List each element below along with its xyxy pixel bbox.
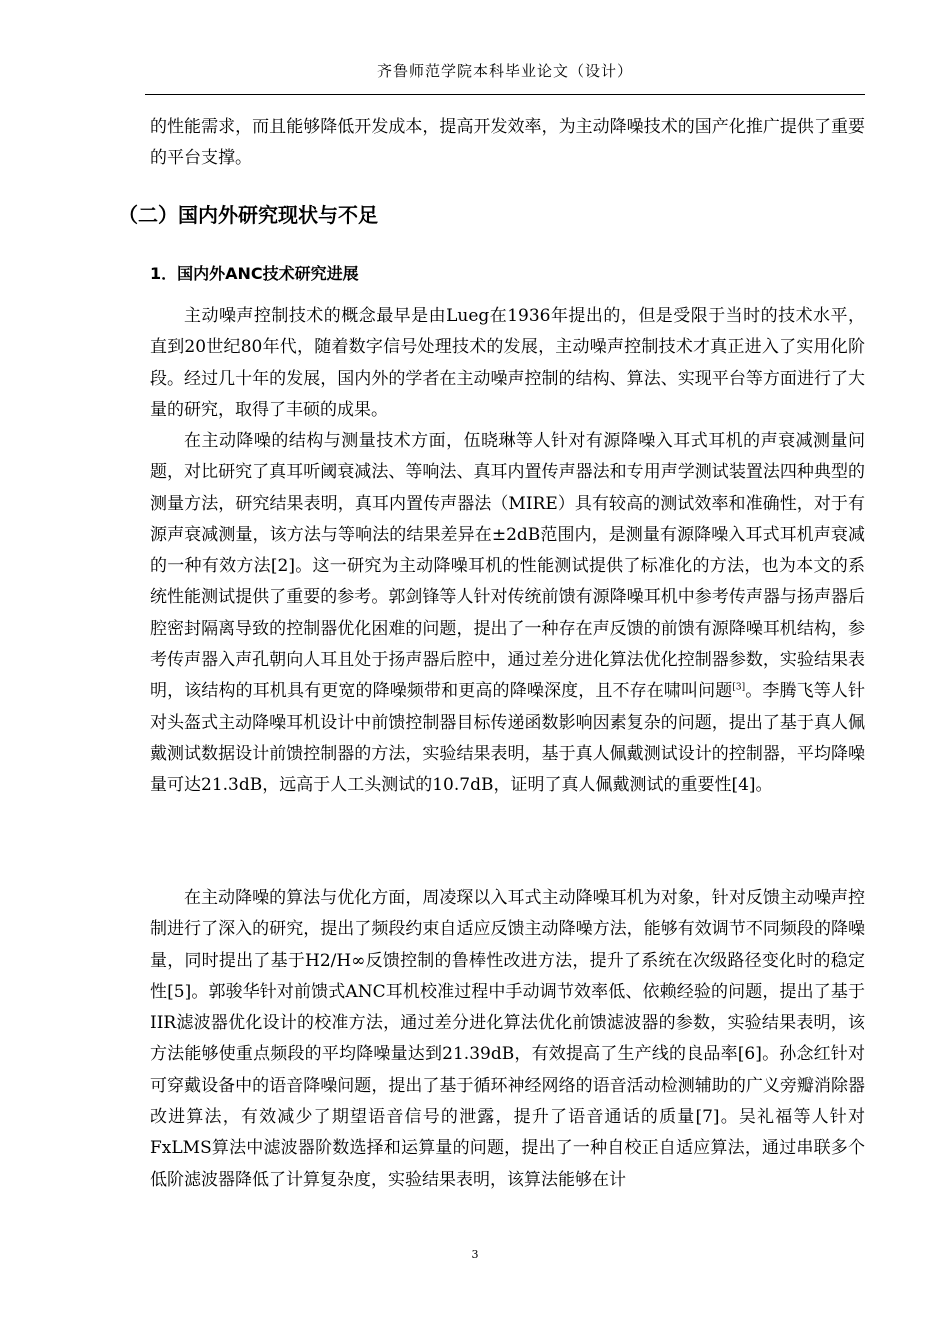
- paragraph-text: 在主动降噪的结构与测量技术方面，伍晓琳等人针对有源降噪入耳式耳机的声衰减测量问题，对比研究了真耳听阈衰减法、等响法、真耳内置传声器法和专用声学测试装置法四种典型的测量方法，研究结果表明，真耳内置传声器法（MIRE）具有较高的测试效率和准确性，对于有源声衰减测量，该方法与等响法的结果差异在±2dB范围内，是测量有源降噪入耳式耳机声衰减的一种有效方法[2]。这一研究为主动降噪耳机的性能测试提供了标准化的方法，也为本文的系统性能测试提供了重要的参考。郭剑锋等人针对传统前馈有源降噪耳机中参考传声器与扬声器后腔密封隔离导致的控制器优化困难的问题，提出了一种存在声反馈的前馈有源降噪耳机结构，参考传声器入声孔朝向人耳且处于扬声器后腔中，通过差分进化算法优化控制器参数，实验结果表明，该结构的耳机具有更宽的降噪频带和更高的降噪深度，且不存在啸叫问题: [150, 431, 865, 702]
- paragraph-structure-measurement: [150, 426, 865, 802]
- subsection-heading: 1．国内外ANC技术研究进展: [150, 264, 359, 283]
- page-number: 3: [471, 1248, 479, 1261]
- running-header: 齐鲁师范学院本科毕业论文（设计）: [376, 62, 633, 80]
- paragraph-continued: 的性能需求，而且能够降低开发成本，提高开发效率，为主动降噪技术的国产化推广提供了重要的平台支撑。: [150, 117, 865, 169]
- paragraph-anc-history: 主动噪声控制技术的概念最早是由Lueg在1936年提出的，但是受限于当时的技术水平，直到20世纪80年代，随着数字信号处理技术的发展，主动噪声控制技术才真正进入了实用化阶段。经过几十年的发展，国内外的学者在主动噪声控制的结构、算法、实现平台等方面进行了大量的研究，取得了丰硕的成果。: [150, 306, 865, 420]
- paragraph-algorithm-optimization: 在主动降噪的算法与优化方面，周凌琛以入耳式主动降噪耳机为对象，针对反馈主动噪声控制进行了深入的研究，提出了频段约束自适应反馈主动降噪方法，能够有效调节不同频段的降噪量，同时提出了基于H2/H∞反馈控制的鲁棒性改进方法，提升了系统在次级路径变化时的稳定性[5]。郭骏华针对前馈式ANC耳机校准过程中手动调节效率低、依赖经验的问题，提出了基于IIR滤波器优化设计的校准方法，通过差分进化算法优化前馈滤波器的参数，实验结果表明，该方法能够使重点频段的平均降噪量达到21.39dB，有效提高了生产线的良品率[6]。孙念红针对可穿戴设备中的语音降噪问题，提出了基于循环神经网络的语音活动检测辅助的广义旁瓣消除器改进算法，有效减少了期望语音信号的泄露，提升了语音通话的质量[7]。吴礼福等人针对FxLMS算法中滤波器阶数选择和运算量的问题，提出了一种自校正自适应算法，通过串联多个低阶滤波器降低了计算复杂度，实验结果表明，该算法能够在计: [150, 888, 865, 1190]
- section-heading: （二）国内外研究现状与不足: [118, 203, 378, 227]
- citation-superscript: [3]: [732, 682, 746, 693]
- paragraph-text: 。李腾飞等人针对头盔式主动降噪耳机设计中前馈控制器目标传递函数影响因素复杂的问题，提出了基于真人佩戴测试数据设计前馈控制器的方法，实验结果表明，基于真人佩戴测试设计的控制器，平均降噪量可达21.3dB，远高于人工头测试的10.7dB，证明了真人佩戴测试的重要性[4]。: [150, 681, 866, 796]
- header-divider: [145, 94, 865, 95]
